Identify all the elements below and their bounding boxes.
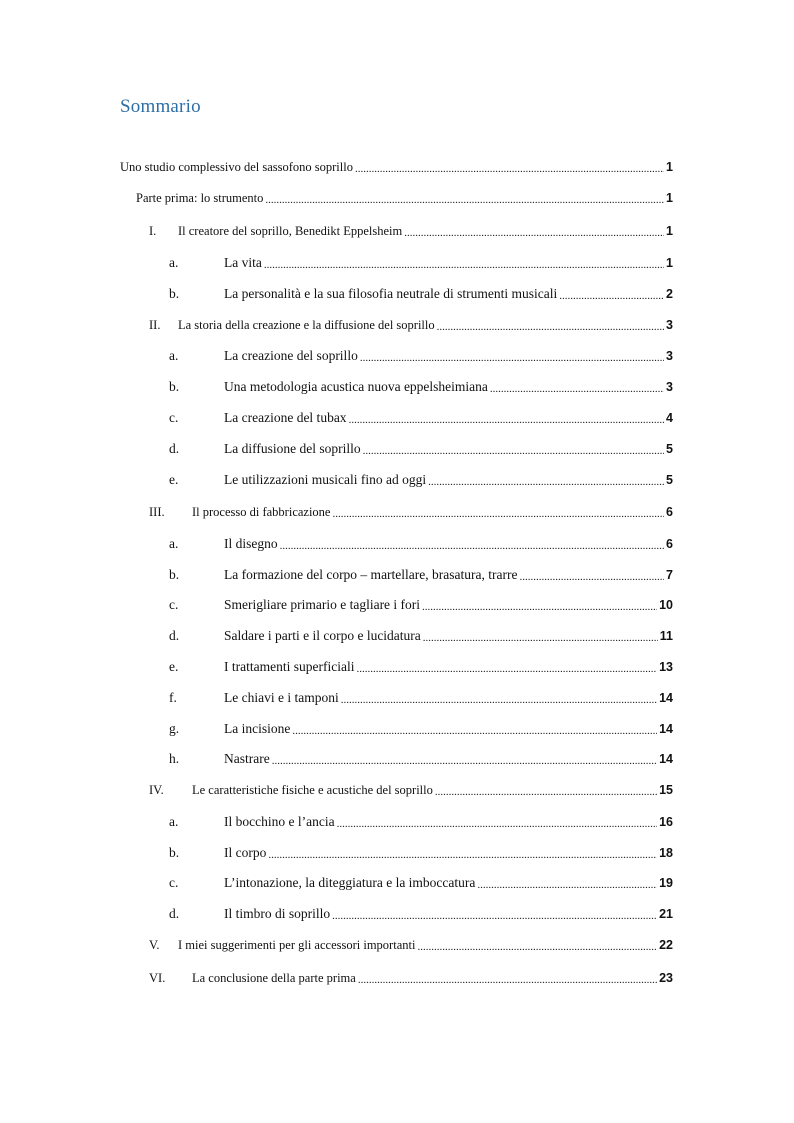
toc-page-number: 6: [666, 537, 673, 551]
toc-entry-label: I trattamenti superficiali: [224, 659, 355, 674]
toc-leader: [264, 258, 664, 272]
toc-entry-number: a.: [169, 348, 179, 363]
toc-leader: [422, 600, 657, 614]
toc-entry-number: e.: [169, 472, 179, 487]
toc-entry-label: La creazione del tubax: [224, 410, 347, 425]
toc-entry[interactable]: [169, 813, 673, 831]
toc-page-number: 10: [659, 598, 673, 612]
toc-entry-label: La vita: [224, 255, 262, 270]
toc-entry[interactable]: [149, 503, 673, 521]
toc-page-number: 14: [659, 691, 673, 705]
toc-entry-label: La conclusione della parte prima: [192, 971, 356, 985]
toc-leader: [280, 539, 664, 553]
toc-leader: [337, 817, 658, 831]
toc-page-number: 23: [659, 971, 673, 985]
toc-entry-label: Il bocchino e l’ancia: [224, 814, 335, 829]
toc-entry-label: Parte prima: lo strumento: [136, 191, 264, 205]
toc-entry-number: b.: [169, 567, 180, 582]
toc-entry-label: Nastrare: [224, 751, 270, 766]
toc-leader: [559, 289, 664, 303]
toc-page-number: 14: [659, 722, 673, 736]
toc-entry[interactable]: [169, 874, 673, 892]
toc-leader: [363, 444, 664, 458]
toc-entry-label: Una metodologia acustica nuova eppelsheimiana: [224, 379, 488, 394]
toc-entry-number: VI.: [149, 971, 166, 985]
toc-page-number: 2: [666, 287, 673, 301]
toc-entry-label: I miei suggerimenti per gli accessori importanti: [178, 938, 416, 952]
toc-entry-number: V.: [149, 938, 160, 952]
toc-entry-number: IV.: [149, 783, 164, 797]
toc-entry[interactable]: [169, 535, 673, 553]
toc-page-number: 5: [666, 473, 673, 487]
toc-entry[interactable]: [169, 750, 673, 768]
toc-entry[interactable]: [120, 158, 673, 176]
toc-entry-number: d.: [169, 628, 180, 643]
toc-entry[interactable]: [169, 254, 673, 272]
toc-leader: [360, 351, 664, 365]
toc-entry-label: La personalità e la sua filosofia neutrale di strumenti musicali: [224, 286, 558, 301]
toc-entry-label: Il creatore del soprillo, Benedikt Eppelsheim: [178, 224, 403, 238]
toc-leader: [268, 848, 657, 862]
toc-entry-number: II.: [149, 318, 161, 332]
toc-page-number: 18: [659, 846, 673, 860]
toc-entry[interactable]: [169, 627, 673, 645]
toc-entry-number: h.: [169, 751, 180, 766]
toc-entry[interactable]: [149, 222, 673, 240]
toc-entry-number: a.: [169, 255, 179, 270]
toc-entry[interactable]: [149, 781, 673, 799]
toc-entry-label: Il corpo: [224, 845, 267, 860]
toc-page-number: 1: [666, 224, 673, 238]
toc-leader: [265, 193, 664, 207]
toc-entry-label: Saldare i parti e il corpo e lucidatura: [224, 628, 421, 643]
toc-entry-label: Il disegno: [224, 536, 278, 551]
toc-entry-label: Il processo di fabbricazione: [192, 505, 331, 519]
toc-page-number: 11: [659, 629, 673, 643]
toc-leader: [404, 226, 664, 240]
toc-entry-label: La creazione del soprillo: [224, 348, 358, 363]
toc-leader: [490, 382, 664, 396]
toc-leader: [437, 320, 664, 334]
toc-entry-number: c.: [169, 875, 179, 890]
toc-page-number: 1: [666, 160, 673, 174]
toc-page-number: 3: [666, 380, 673, 394]
toc-entry-label: Le chiavi e i tamponi: [224, 690, 339, 705]
toc-leader: [355, 162, 664, 176]
toc-entry[interactable]: [169, 905, 673, 923]
toc-entry-number: I.: [149, 224, 157, 238]
toc-entry-number: d.: [169, 441, 180, 456]
toc-page-number: 21: [659, 907, 673, 921]
toc-page-number: 14: [659, 752, 673, 766]
toc-entry-label: L’intonazione, la diteggiatura e la imboccatura: [224, 875, 476, 890]
toc-page-number: 13: [659, 660, 673, 674]
toc-entry[interactable]: [149, 316, 673, 334]
toc-entry-number: f.: [169, 690, 177, 705]
toc-leader: [423, 631, 658, 645]
toc-entry-number: c.: [169, 410, 179, 425]
toc-entry-label: La formazione del corpo – martellare, brasatura, trarre: [224, 567, 518, 582]
toc-leader: [272, 754, 657, 768]
toc-entry-number: a.: [169, 814, 179, 829]
toc-leader: [349, 413, 664, 427]
toc-entry[interactable]: [169, 471, 673, 489]
toc-leader: [519, 570, 664, 584]
toc-page-number: 16: [659, 815, 673, 829]
toc-entry[interactable]: [169, 689, 673, 707]
toc-page-number: 7: [666, 568, 673, 582]
toc-page-number: 22: [659, 938, 673, 952]
toc-entry-label: La incisione: [224, 721, 291, 736]
toc-entry-label: Smerigliare primario e tagliare i fori: [224, 597, 421, 612]
toc-entry-label: Il timbro di soprillo: [224, 906, 331, 921]
toc-entry-label: La diffusione del soprillo: [224, 441, 361, 456]
toc-entry-number: a.: [169, 536, 179, 551]
toc-leader: [477, 878, 657, 892]
toc-entry[interactable]: [136, 189, 673, 207]
toc-entry-label: Uno studio complessivo del sassofono soprillo: [120, 160, 353, 174]
toc-entry[interactable]: [149, 969, 673, 987]
toc-entry[interactable]: [169, 347, 673, 365]
toc-leader: [428, 475, 664, 489]
toc-entry-number: b.: [169, 845, 180, 860]
toc-page-number: 1: [666, 191, 673, 205]
toc-entry-label: Le caratteristiche fisiche e acustiche del soprillo: [192, 783, 433, 797]
toc-entry[interactable]: [169, 285, 673, 303]
toc-entry[interactable]: [169, 844, 673, 862]
toc-entry-number: d.: [169, 906, 180, 921]
toc-page-number: 3: [666, 318, 673, 332]
page-title: Sommario: [120, 96, 201, 117]
toc-entry[interactable]: [169, 596, 673, 614]
toc-entry-number: b.: [169, 379, 180, 394]
toc-entry[interactable]: [169, 378, 673, 396]
toc-entry-number: III.: [149, 505, 165, 519]
toc-entry-number: e.: [169, 659, 179, 674]
toc-entry-label: La storia della creazione e la diffusione del soprillo: [178, 318, 435, 332]
toc-entry[interactable]: [169, 566, 673, 584]
toc-entry-number: c.: [169, 597, 179, 612]
toc-page-number: 15: [659, 783, 673, 797]
toc-entry[interactable]: [149, 936, 673, 954]
toc-page-number: 1: [666, 256, 673, 270]
toc-entry[interactable]: [169, 440, 673, 458]
toc-entry-number: b.: [169, 286, 180, 301]
toc-entry-label: Le utilizzazioni musicali fino ad oggi: [224, 472, 427, 487]
toc-page-number: 4: [666, 411, 673, 425]
toc-page-number: 6: [666, 505, 673, 519]
toc-leader: [332, 909, 657, 923]
toc-page-number: 19: [659, 876, 673, 890]
toc-entry[interactable]: [169, 658, 673, 676]
toc-leader: [332, 507, 664, 521]
toc-leader: [356, 662, 657, 676]
toc-entry[interactable]: [169, 409, 673, 427]
toc-page-number: 3: [666, 349, 673, 363]
toc-leader: [358, 973, 657, 987]
toc-page-number: 5: [666, 442, 673, 456]
toc-leader: [417, 940, 657, 954]
toc-leader: [435, 785, 657, 799]
toc-entry-number: g.: [169, 721, 180, 736]
toc-leader: [341, 693, 657, 707]
toc-leader: [292, 724, 657, 738]
toc-entry[interactable]: [169, 720, 673, 738]
